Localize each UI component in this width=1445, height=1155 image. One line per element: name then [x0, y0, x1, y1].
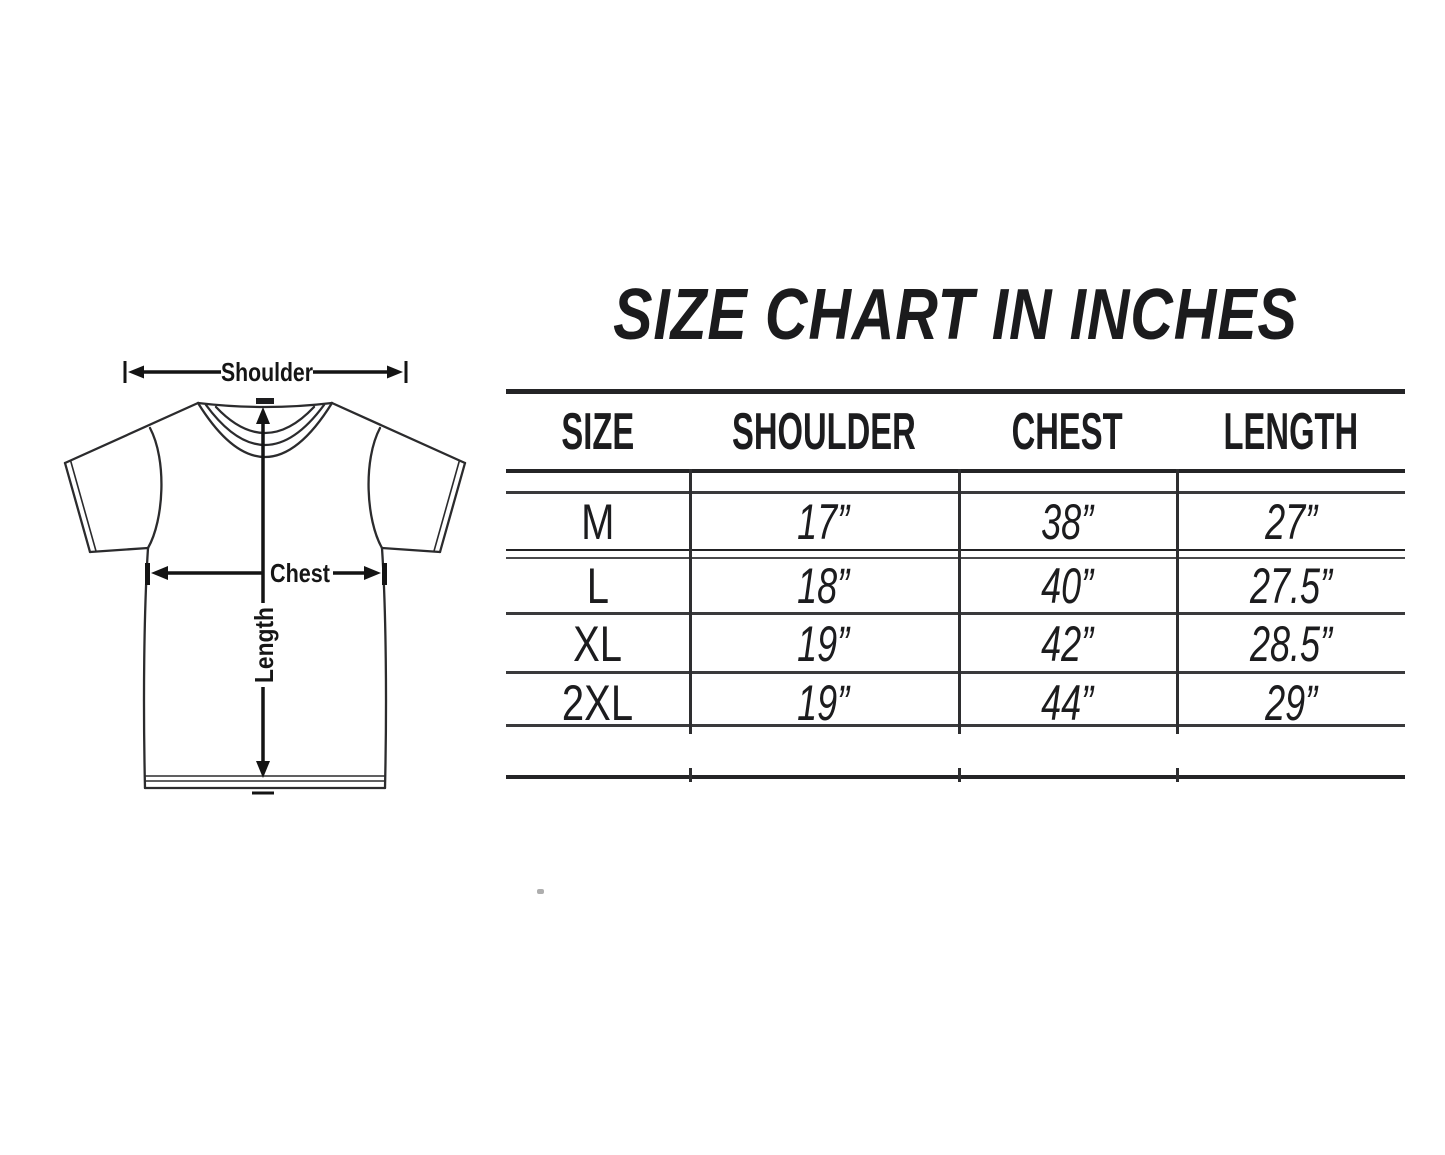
tshirt-drawing	[40, 335, 480, 815]
table-row-l	[506, 557, 1405, 612]
cell-length: 29”	[1264, 675, 1318, 731]
tshirt-outline	[65, 403, 465, 788]
header-shoulder: SHOULDER	[731, 403, 916, 461]
length-label: Length	[249, 596, 279, 683]
header-size: SIZE	[561, 403, 634, 461]
table-row-m	[506, 493, 1405, 549]
cell-length: 27.5”	[1249, 558, 1333, 614]
cell-chest: 44”	[1041, 675, 1094, 731]
cell-shoulder: 18”	[797, 558, 850, 614]
bottom-tick-1	[689, 768, 692, 782]
table-top-rule	[506, 389, 1405, 394]
collar-tab	[256, 398, 274, 404]
tshirt-measurement-diagram	[40, 335, 480, 815]
cell-length: 27”	[1264, 494, 1318, 550]
length-dimension-arrow	[252, 407, 274, 793]
header-bottom-rule	[506, 469, 1405, 473]
cell-chest: 38”	[1041, 494, 1094, 550]
cell-shoulder: 19”	[797, 675, 850, 731]
cell-shoulder: 17”	[797, 494, 850, 550]
chest-label: Chest	[270, 558, 331, 588]
header-length: LENGTH	[1223, 403, 1359, 461]
table-row-xl	[506, 615, 1405, 671]
table-row-2xl	[506, 674, 1405, 731]
chest-dimension-arrow	[148, 563, 385, 585]
bottom-tick-2	[958, 768, 961, 782]
header-chest: CHEST	[1011, 403, 1124, 461]
cell-size: XL	[573, 616, 622, 672]
cell-length: 28.5”	[1249, 616, 1333, 672]
cell-size: L	[586, 558, 609, 614]
stray-mark	[537, 889, 544, 894]
table-bottom-rule	[506, 775, 1405, 779]
cell-size: M	[580, 494, 615, 550]
bottom-tick-3	[1176, 768, 1179, 782]
cell-chest: 40”	[1041, 558, 1094, 614]
cell-size: 2XL	[561, 675, 634, 731]
size-table	[506, 389, 1405, 789]
page-title-text: SIZE CHART IN INCHES	[613, 275, 1298, 355]
table-header-row	[506, 397, 1405, 467]
cell-chest: 42”	[1041, 616, 1094, 672]
shoulder-label: Shoulder	[221, 357, 313, 387]
cell-shoulder: 19”	[797, 616, 850, 672]
page-title	[506, 275, 1405, 355]
